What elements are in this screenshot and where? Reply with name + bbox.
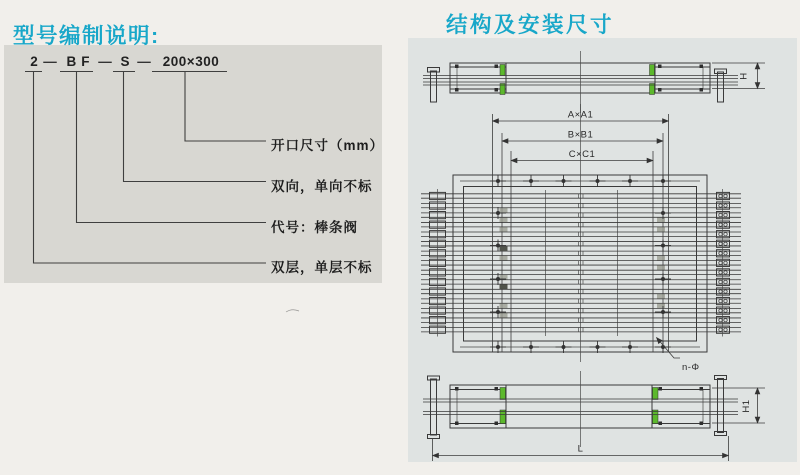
dim-label-h: H bbox=[738, 72, 750, 80]
model-code-part-direction: S bbox=[120, 54, 130, 69]
code-separator: — bbox=[98, 54, 112, 69]
model-code-part-size: 200×300 bbox=[162, 54, 220, 69]
drawing-panel bbox=[408, 38, 797, 462]
legend-label-code-name: 代号：棒条阀 bbox=[271, 219, 358, 235]
dim-label-h1: H1 bbox=[741, 399, 752, 413]
model-code-panel bbox=[4, 45, 385, 283]
model-code-part-layers: 2 bbox=[30, 54, 38, 69]
model-code-part-type: BF bbox=[66, 54, 95, 69]
scan-smudge bbox=[286, 310, 299, 312]
dim-label-l: L bbox=[577, 443, 584, 455]
dim-label-n-phi: n-Φ bbox=[682, 362, 700, 373]
code-separator: — bbox=[137, 54, 151, 69]
dim-label-bxb1: B×B1 bbox=[567, 129, 594, 141]
legend-label-opening-size: 开口尺寸（mm） bbox=[271, 138, 385, 153]
legend-label-direction: 双向，单向不标 bbox=[271, 178, 373, 194]
code-separator: — bbox=[43, 54, 57, 69]
dim-label-axa1: A×A1 bbox=[567, 109, 594, 121]
dim-label-cxc1: C×C1 bbox=[568, 149, 596, 160]
left-section-title: 型号编制说明: bbox=[13, 24, 160, 48]
legend-label-layers: 双层，单层不标 bbox=[271, 260, 373, 275]
right-section-title: 结构及安装尺寸 bbox=[446, 13, 615, 37]
